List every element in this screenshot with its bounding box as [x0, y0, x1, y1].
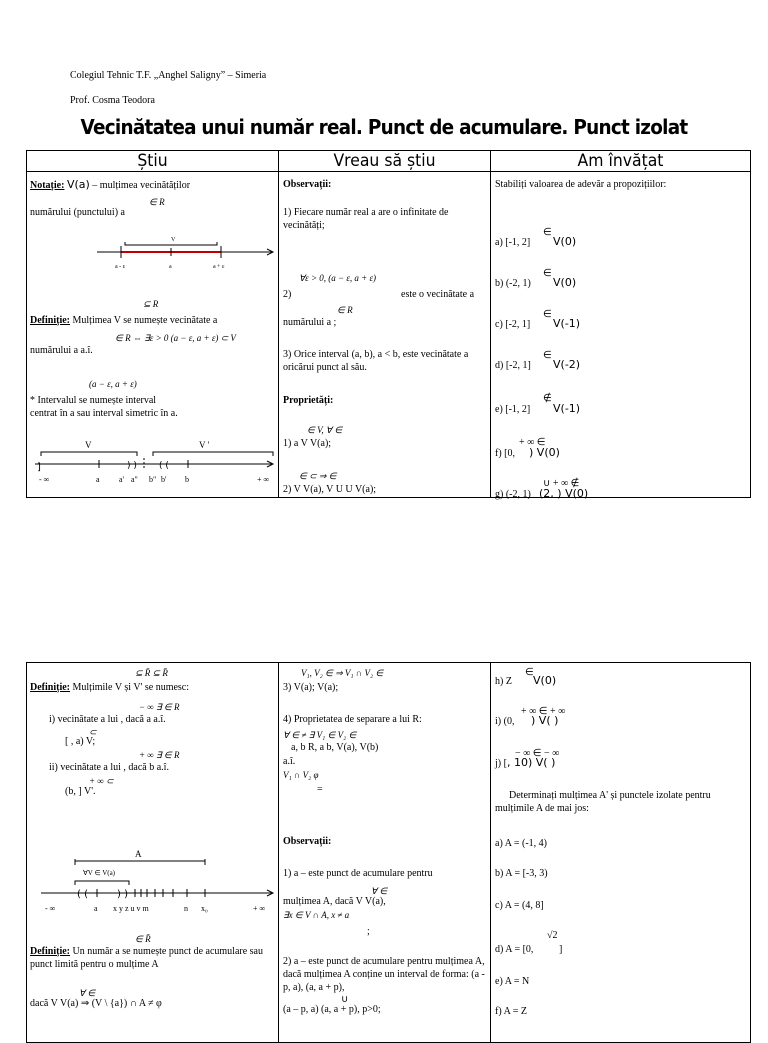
fig3-label-v: ∀V ∈ V(a) [83, 869, 116, 877]
observatie-2-1-top: ∀ ∈ [371, 886, 388, 896]
prop4-line: a, b R, a b, V(a), V(b) [291, 742, 379, 753]
cell-invatat-1: Stabiliți valoarea de adevăr a propozițiilor: a) [-1, 2] ∈ V(0) b) (-2, 1) ∈ V(0) c) [-2, 1] ∈ V(-1) d) [-2, 1] ∈ V(-2) e) [-1, 2] ∉ V(-1) f) [0, + ∞ ∈ ) V(0) g) (-2, 1) ∪ + ∞ ∉ (2, ) V(0) [491, 172, 751, 498]
definitie-2-text: Mulțimile V și V' se numesc: [72, 682, 190, 693]
fig2-label-b2: b" [149, 475, 157, 484]
fig2-label-b1: b' [161, 475, 167, 484]
in-r-symbol: ∈ R [149, 197, 165, 207]
definitie-condition: ∈ R ⇔ ∃ε > 0 (a − ε, a + ε) ⊂ V [115, 333, 236, 343]
prop4-expr: V₁ ∩ V₂ φ [283, 770, 319, 780]
prop3-top: V₁, V₂ ∈ ⇒ V₁ ∩ V₂ ∈ [301, 668, 384, 678]
prop4-top: ∀ ∈ ≠ ∃ V₁ ∈ V₂ ∈ [283, 730, 357, 740]
fig3-tick-n: n [184, 904, 188, 913]
neighborhood-figure [87, 236, 277, 276]
fig1-label-v: V [171, 237, 176, 243]
column-header-vreau: Vreau să știu [279, 151, 491, 172]
set-c: c) A = (4, 8] [495, 900, 544, 911]
fig3-tick-a: a [94, 904, 98, 913]
definitie-2-label: Definiție: [30, 682, 70, 693]
notatie-symbol: V(a) [66, 178, 90, 191]
ii-text: ii) vecinătate a lui , dacă b a.î. [49, 762, 169, 773]
i-text: i) vecinătate a lui , dacă a a.î. [49, 714, 166, 725]
ii-interval: (b, ] V'. [65, 786, 96, 797]
observatie-2-1: 1) a – este punct de acumulare pentru [283, 868, 433, 879]
fig3-label-a: A [135, 849, 142, 859]
definitie-label: Definiție: [30, 315, 70, 326]
set-d-end: ] [559, 944, 563, 955]
interval-text-2: centrat în a sau interval simetric în a. [30, 408, 178, 419]
fig1-label-ae-plus: a + ε [213, 264, 225, 270]
def-extended-top: ⊆ R̄ ⊆ R̄ [135, 668, 168, 678]
fig3-tick-plus-inf: + ∞ [253, 904, 266, 913]
set-a: a) A = (-1, 4) [495, 838, 548, 849]
set-e: e) A = N [495, 976, 530, 987]
interval-expression: (a − ε, a + ε) [89, 379, 137, 389]
prop4-ai: a.î. [283, 756, 296, 767]
proprietati-label: Proprietăți: [283, 395, 334, 406]
definitie-3-label: Definiție: [30, 946, 70, 957]
svg-text:]: ] [37, 462, 41, 473]
cell-stiu-2 [27, 663, 279, 1043]
cell-vreau-1 [279, 172, 491, 498]
proprietate-1-top: ∈ V, ∀ ∈ [307, 425, 343, 435]
observatie-1: 1) Fiecare număr real a are o infinitate de vecinătăți; [283, 207, 449, 231]
notatie-label: Notație: [30, 180, 65, 191]
svg-text:( (: ( ( [77, 889, 88, 900]
observatie-2-2b: (a – p, a) (a, a + p), p>0; [283, 1004, 381, 1015]
proprietate-3: 3) V(a); V(a); [283, 682, 339, 693]
ii-subset: + ∞ ⊂ [89, 776, 114, 786]
set-d-sqrt: √2 [547, 930, 558, 941]
task-text: Determinați mulțimea A' și punctele izolate pentru mulțimile A de mai jos: [495, 790, 711, 814]
fig2-label-a1: a' [119, 475, 124, 484]
two-neighborhoods-figure [33, 438, 277, 488]
table-1 [26, 150, 751, 498]
svg-text:) ): ) ) [117, 889, 128, 900]
fig3-tick-x0: x₀ [201, 904, 208, 913]
page-title: Vecinătatea unui număr real. Punct de acumulare. Punct izolat [80, 115, 688, 139]
set-d: d) A = [0, [495, 944, 534, 955]
fig2-label-a2: a" [131, 475, 138, 484]
def3-condition: dacă V V(a) ⇒ (V \ {a}) ∩ A ≠ φ [30, 998, 162, 1009]
proprietate-2-top: ∈ ⊂ ⇒ ∈ [299, 471, 337, 481]
notatie-text: – mulțimea vecinătăților [92, 180, 191, 191]
fig2-label-v: V [85, 440, 92, 450]
set-b: b) A = [-3, 3) [495, 868, 548, 879]
observatie-2-1b: mulțimea A, dacă V V(a), [283, 896, 386, 907]
fig2-label-minus-inf: - ∞ [39, 475, 50, 484]
set-f: f) A = Z [495, 1006, 528, 1017]
svg-text:( (: ( ( [159, 461, 169, 471]
def3-condition-top: ∀ ∈ [79, 988, 96, 998]
fig1-label-a: a [169, 264, 172, 270]
observatie-2-in-r: ∈ R [337, 305, 353, 315]
observatie-2-text-2: numărului a ; [283, 317, 337, 328]
column-header-stiu: Știu [27, 151, 279, 172]
observatie-2-1-end: ; [367, 926, 370, 937]
i-top: − ∞ ∃ ∈ R [139, 702, 180, 712]
observatii-2-label: Observații: [283, 836, 332, 847]
fig2-label-v-prime: V ' [199, 440, 210, 450]
definitie-text-2: numărului a a.î. [30, 345, 93, 356]
definitie-3-text: Un număr a se numește punct de acumulare sau punct limită pentru o mulțime A [30, 946, 263, 970]
observatie-2-1-expr: ∃x ∈ V ∩ A, x ≠ a [283, 910, 350, 920]
observatie-3: 3) Orice interval (a, b), a < b, este vecinătate a oricărui punct al său. [283, 349, 469, 373]
exercise-intro: Stabiliți valoarea de adevăr a propozițiilor: [495, 179, 667, 190]
table-2 [26, 662, 751, 1043]
column-header-invatat: Am învățat [491, 151, 751, 172]
observatie-2-expression: ∀ε > 0, (a − ε, a + ε) [299, 273, 377, 283]
school-name: Colegiul Tehnic T.F. „Anghel Saligny” – Simeria [70, 70, 267, 81]
def3-top: ∈ R̄ [135, 934, 151, 944]
cell-invatat-2: h) Z ∈ V(0) i) (0, + ∞ ∈ + ∞ ) V( ) j) [ − ∞ ∈ − ∞ , 10) V( ) Determinați mulțimea A' și punctele izolate pentru mulțimile A de mai jos: a) A = (-1, 4) b) A = [-3, 3) c) A = (4, 8] d) A = [0, √2 ] e) A = N f) A = Z [491, 663, 751, 1043]
cell-stiu-1 [27, 172, 279, 498]
fig3-tick-minus-inf: - ∞ [45, 904, 56, 913]
proprietate-2: 2) V V(a), V U U V(a); [283, 484, 377, 495]
fig2-label-plus-inf: + ∞ [257, 475, 270, 484]
fig1-label-ae-minus: a - ε [115, 264, 126, 270]
accumulation-figure [37, 849, 277, 915]
fig2-label-a: a [96, 475, 100, 484]
interval-text-1: * Intervalul se numește interval [30, 395, 157, 406]
ii-top: + ∞ ∃ ∈ R [139, 750, 180, 760]
numarul-text: numărului (punctului) a [30, 207, 125, 218]
subset-r: ⊆ R [143, 299, 159, 309]
observatie-2-text: este o vecinătate a [401, 289, 475, 300]
svg-text:) ): ) ) [127, 461, 137, 471]
observatie-2-2: 2) a – este punct de acumulare pentru mulțimea A, dacă mulțimea A conține un interval de forma: (a - p, a), (a, a + p), [283, 956, 485, 993]
observatie-2-2-top: ∪ [341, 994, 349, 1005]
i-subset: ⊂ [89, 727, 97, 737]
teacher-name: Prof. Cosma Teodora [70, 95, 155, 106]
fig3-tick-xyzuvm: x y z u v m [113, 904, 149, 913]
i-interval: [ , a) V; [65, 736, 96, 747]
cell-vreau-2 [279, 663, 491, 1043]
proprietate-4: 4) Proprietatea de separare a lui R: [283, 714, 422, 725]
proprietate-1: 1) a V V(a); [283, 438, 332, 449]
prop4-eq: = [317, 784, 323, 795]
fig2-label-b: b [185, 475, 189, 484]
observatii-label: Observații: [283, 179, 332, 190]
definitie-text: Mulțimea V se numește vecinătate a [72, 315, 218, 326]
observatie-2-number: 2) [283, 289, 292, 300]
